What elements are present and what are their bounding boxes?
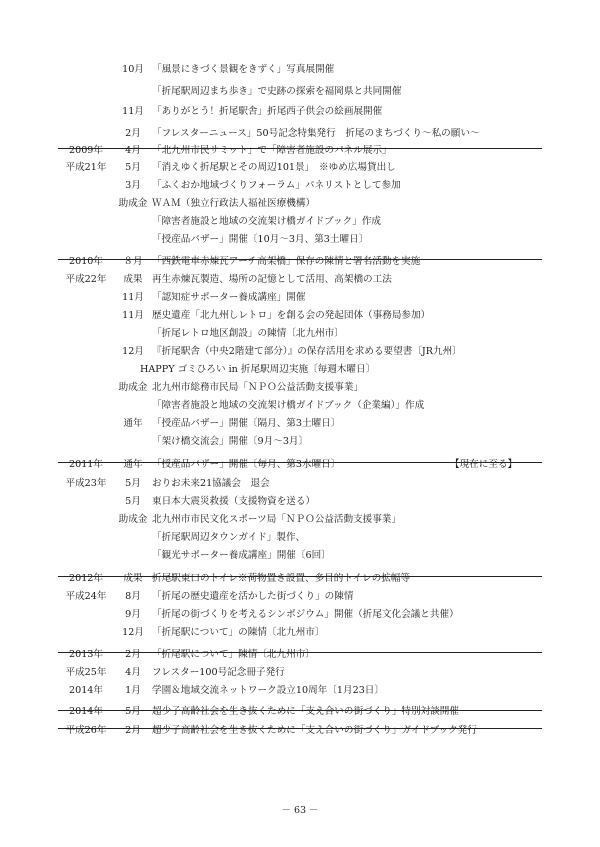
table-row xyxy=(58,177,544,195)
month-cell: 助成金 xyxy=(118,382,148,393)
month-cell: 助成金 xyxy=(118,198,148,209)
month-cell: 2月 xyxy=(125,725,141,736)
event-text: 「消えゆく折尾駅とその周辺101景」 ※ゆめ広場貸出し xyxy=(152,162,396,173)
event-text: フレスター100号記念冊子発行 xyxy=(152,667,285,678)
event-text: 「折尾駅周辺まち歩き」で史跡の探索を福岡県と共同開催 xyxy=(152,86,402,97)
event-text: 「授産品バザー」開催〔毎月、第3水曜日〕 xyxy=(152,459,341,470)
month-cell: 8月 xyxy=(125,591,141,602)
event-text: 「観光サポーター養成講座」開催〔6回〕 xyxy=(152,550,331,561)
month-cell: 10月 xyxy=(122,64,144,75)
month-cell: 助成金 xyxy=(118,514,148,525)
year-cell: 2013年 xyxy=(68,649,103,660)
table-row xyxy=(58,307,544,325)
year-cell: 平成26年 xyxy=(65,725,107,736)
event-text: 「折尾レトロ地区創設」の陳情〔北九州市〕 xyxy=(152,328,344,339)
month-cell: ８月 xyxy=(123,256,143,267)
month-cell: 12月 xyxy=(122,627,144,638)
event-text: 「折尾の歴史遺産を活かした街づくり」の陳情 xyxy=(152,591,354,602)
status-note: 【現在に至る】 xyxy=(450,459,518,470)
event-text: 「障害者施設と地域の交流架け橋ガイドブック」作成 xyxy=(152,216,382,227)
table-row xyxy=(58,159,544,177)
event-text: 「授産品バザー」開催〔隔月、第3土曜日〕 xyxy=(152,418,341,429)
event-text: 超少子高齢社会を生き抜くために「支え合いの街づくり」ガイドブック発行 xyxy=(152,725,477,736)
month-cell: 11月 xyxy=(122,106,144,117)
table-row xyxy=(58,529,544,547)
year-divider xyxy=(58,652,542,653)
event-text: おりお未来21協議会 退会 xyxy=(152,478,270,489)
event-text: 「折尾駅について」の陳情〔北九州市〕 xyxy=(152,627,325,638)
year-cell: 2014年 xyxy=(68,706,103,717)
month-cell: 5月 xyxy=(125,706,141,717)
month-cell: 5月 xyxy=(125,496,141,507)
event-text: ＷＡＭ（独立行政法人福祉医療機構） xyxy=(152,198,316,209)
year-divider xyxy=(58,576,542,577)
page-number: － 63 － xyxy=(281,805,319,816)
month-cell: 1月 xyxy=(125,685,141,696)
year-divider xyxy=(58,728,542,729)
event-text: 北九州市総務市民局「ＮＰＯ公益活動支援事業」 xyxy=(152,382,364,393)
event-text: 「風景にきづく景観をきずく」写真展開催 xyxy=(152,64,335,75)
event-text: 「フレスターニュース」50号記念特集発行 折尾のまちづくり～私の願い～ xyxy=(152,128,480,139)
month-cell: 4月 xyxy=(125,667,141,678)
table-row xyxy=(58,253,544,271)
table-row xyxy=(58,606,544,624)
year-divider xyxy=(58,148,542,149)
month-cell: 11月 xyxy=(122,310,144,321)
event-text: 超少子高齢社会を生き抜くために「支え合いの街づくり」特別対談開催 xyxy=(152,706,459,717)
month-cell: 2月 xyxy=(125,649,141,660)
table-row xyxy=(58,493,544,511)
table-row xyxy=(58,343,544,361)
table-row xyxy=(58,588,544,606)
table-row xyxy=(58,379,544,397)
year-divider xyxy=(58,710,542,711)
month-cell: 成果 xyxy=(123,274,143,285)
event-text: 「西鉄電車赤煉瓦アーチ高架橋」保存の陳情と署名活動を実施 xyxy=(152,256,421,267)
event-text: 「折尾駅周辺タウンガイド」製作、 xyxy=(152,532,306,543)
table-row xyxy=(58,511,544,529)
table-row xyxy=(58,289,544,307)
event-text: 東日本大震災救援（支援物資を送る） xyxy=(152,496,316,507)
table-row xyxy=(58,646,544,664)
event-text: 北九州市市民文化スポーツ局「ＮＰＯ公益活動支援事業」 xyxy=(152,514,402,525)
month-cell: 5月 xyxy=(125,478,141,489)
table-row xyxy=(58,103,544,121)
table-row xyxy=(58,83,544,101)
year-cell: 2010年 xyxy=(68,256,103,267)
event-text: 学園＆地域交流ネットワーク設立10周年〔1月23日〕 xyxy=(152,685,384,696)
month-cell: 2月 xyxy=(125,128,141,139)
table-row xyxy=(58,271,544,289)
event-text: 歴史遺産「北九州しレトロ」を創る会の発起団体（事務局参加） xyxy=(152,310,431,321)
event-text: 「折尾の街づくりを考えるシンポジウム」開催（折尾文化会議と共催） xyxy=(152,609,459,620)
year-cell: 平成23年 xyxy=(65,478,107,489)
month-cell: 成果 xyxy=(123,573,143,584)
year-cell: 平成25年 xyxy=(65,667,107,678)
table-row xyxy=(58,325,544,343)
table-row xyxy=(58,142,544,160)
month-cell: 3月 xyxy=(125,180,141,191)
table-row xyxy=(58,570,544,588)
table-row xyxy=(58,456,544,474)
event-text: 「ありがとう！折尾駅舎」折尾西子供会の絵画展開催 xyxy=(152,106,383,117)
event-text: 「折尾駅について」陳情〔北九州市〕 xyxy=(152,649,315,660)
table-row xyxy=(58,213,544,231)
event-text: 「ふくおか地域づくりフォーラム」パネリストとして参加 xyxy=(152,180,401,191)
year-cell: 平成24年 xyxy=(65,591,107,602)
year-divider xyxy=(58,259,542,260)
table-row xyxy=(58,231,544,249)
event-text: 再生赤煉瓦製造、場所の記憶として活用、高架橋の工法 xyxy=(152,274,392,285)
month-cell: 通年 xyxy=(123,418,143,429)
month-cell: 通年 xyxy=(123,459,143,470)
month-cell: 11月 xyxy=(122,292,144,303)
table-row xyxy=(58,664,544,682)
event-text: 『折尾駅舎（中央2階建て部分）』の保存活用を求める要望書〔JR九州〕 xyxy=(152,346,462,357)
table-row xyxy=(58,415,544,433)
event-text: 「障害者施設と地域の交流架け橋ガイドブック（企業編）」作成 xyxy=(152,400,425,411)
table-row xyxy=(58,397,544,415)
event-text: 「北九州市民サミット」で「障害者施設のパネル展示」 xyxy=(152,145,392,156)
table-row xyxy=(58,195,544,213)
event-text: 「授産品バザー」開催〔10月～3月、第3土曜日〕 xyxy=(152,234,369,245)
month-cell: 4月 xyxy=(125,145,141,156)
table-row xyxy=(58,61,544,79)
table-row xyxy=(58,433,544,451)
year-cell: 2009年 xyxy=(68,145,103,156)
table-row xyxy=(58,703,544,721)
table-row xyxy=(58,722,544,740)
month-cell: 12月 xyxy=(122,346,144,357)
event-text: 折尾駅東口のトイレ※荷物置き設置、多目的トイレの拡幅等 xyxy=(152,573,411,584)
month-cell: 9月 xyxy=(125,609,141,620)
table-row xyxy=(58,125,544,143)
table-row xyxy=(58,475,544,493)
year-cell: 2014年 xyxy=(68,685,103,696)
year-divider xyxy=(58,462,542,463)
month-cell: 5月 xyxy=(125,162,141,173)
event-text: 「認知症サポーター養成講座」開催 xyxy=(152,292,306,303)
year-cell: 2012年 xyxy=(68,573,103,584)
year-cell: 平成21年 xyxy=(65,162,107,173)
table-row xyxy=(58,547,544,565)
event-text: HAPPY ゴミひろい in 折尾駅周辺実施〔毎週木曜日〕 xyxy=(140,364,376,375)
year-cell: 2011年 xyxy=(68,459,103,470)
table-row xyxy=(58,361,544,379)
table-row xyxy=(58,682,544,700)
table-row xyxy=(58,624,544,642)
event-text: 「架け橋交流会」開催〔9月～3月〕 xyxy=(152,436,309,447)
year-cell: 平成22年 xyxy=(65,274,107,285)
